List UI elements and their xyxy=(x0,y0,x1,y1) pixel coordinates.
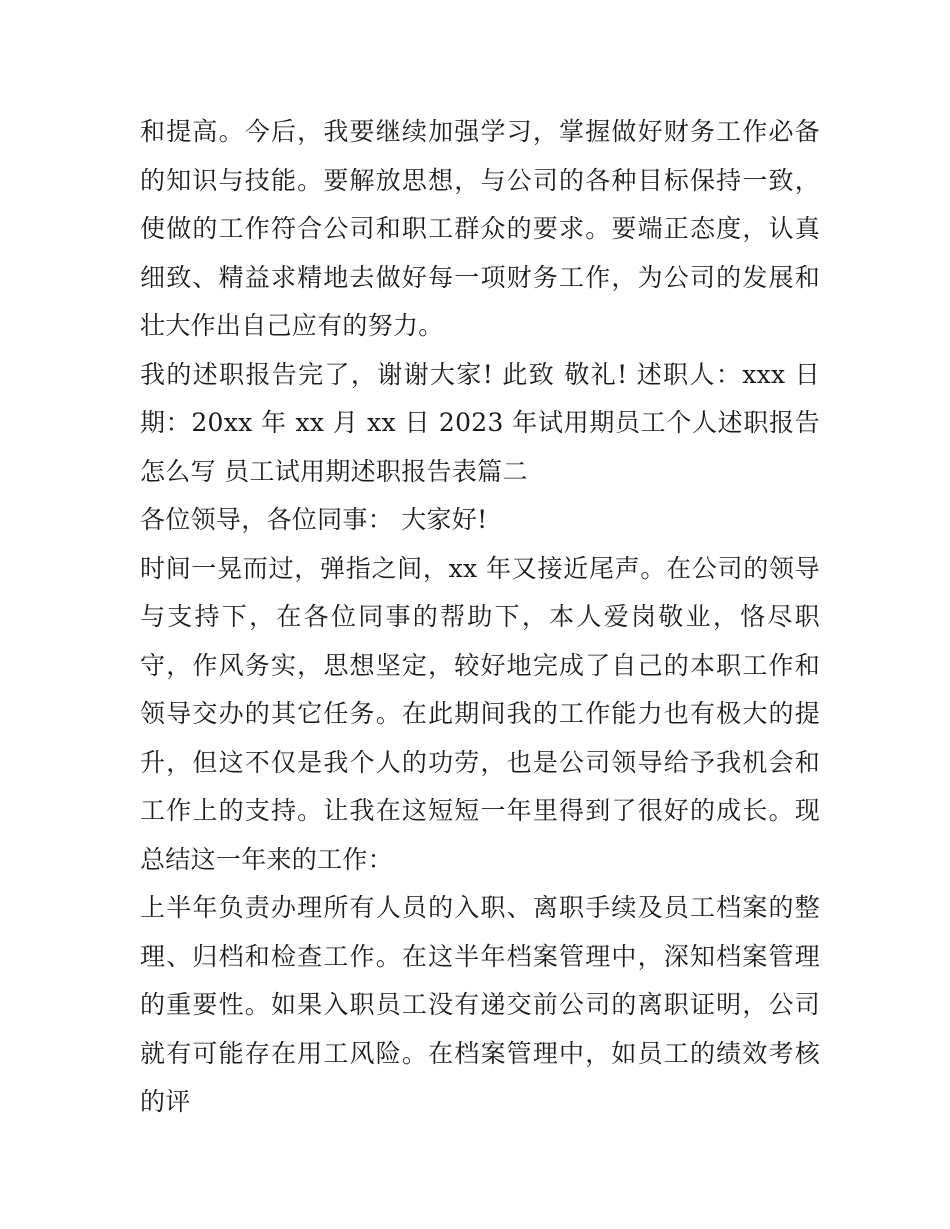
document-body xyxy=(140,108,820,1127)
paragraph-introduction: 时间一晃而过，弹指之间，xx 年又接近尾声。在公司的领导与支持下，在各位同事的帮助下，本人爱岗敬业，恪尽职守，作风务实，思想坚定，较好地完成了自己的本职工作和领导交办的其它任务。在此期间我的工作能力也有极大的提升，但这不仅是我个人的功劳，也是公司领导给予我机会和工作上的支持。让我在这短短一年里得到了很好的成长。现总结这一年来的工作： xyxy=(140,553,820,874)
paragraph-continuation: 和提高。今后，我要继续加强学习，掌握做好财务工作必备的知识与技能。要解放思想，与公司的各种目标保持一致，使做的工作符合公司和职工群众的要求。要端正态度，认真细致、精益求精地去做好每一项财务工作，为公司的发展和壮大作出自己应有的努力。 xyxy=(140,117,820,340)
paragraph-closing-remarks: 我的述职报告完了，谢谢大家! 此致 敬礼! 述职人：xxx 日期：20xx 年 xx 月 xx 日 2023 年试用期员工个人述职报告怎么写 员工试用期述职报告表篇二 xyxy=(140,359,820,486)
paragraph-greeting: 各位领导，各位同事： 大家好! xyxy=(140,505,488,534)
paragraph-work-summary: 上半年负责办理所有人员的入职、离职手续及员工档案的整理、归档和检查工作。在这半年档案管理中，深知档案管理的重要性。如果入职员工没有递交前公司的离职证明，公司就有可能存在用工风险。在档案管理中，如员工的绩效考核的评 xyxy=(140,893,820,1116)
